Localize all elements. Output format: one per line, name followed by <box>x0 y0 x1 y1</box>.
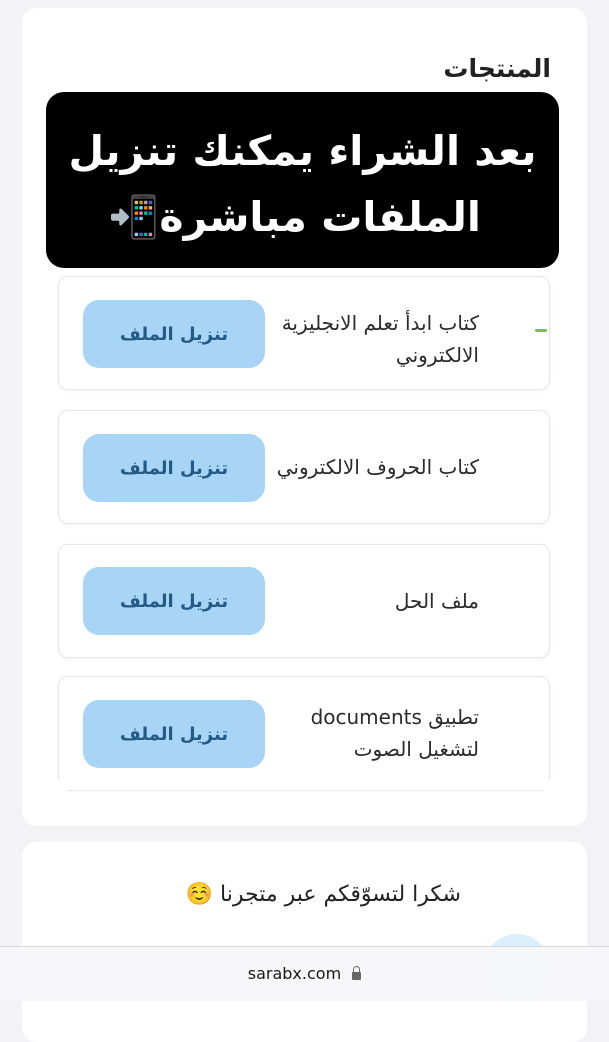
url-display[interactable] <box>0 964 609 983</box>
download-file-button[interactable]: تنزيل الملف <box>83 700 265 768</box>
product-name: كتاب ابدأ تعلم الانجليزية الالكتروني <box>281 311 479 367</box>
minus-icon[interactable] <box>535 329 547 332</box>
product-item <box>58 676 550 780</box>
products-list <box>56 268 553 780</box>
product-item <box>58 410 550 524</box>
thanks-card <box>22 842 587 1042</box>
product-name: ملف الحل <box>394 589 479 613</box>
browser-address-bar[interactable] <box>0 946 609 1001</box>
list-divider <box>66 790 543 791</box>
promo-line-1: بعد الشراء يمكنك تنزيل <box>68 127 537 175</box>
thanks-message: شكرا لتسوّقكم عبر متجرنا ☺️ <box>185 882 461 907</box>
product-name: كتاب الحروف الالكتروني <box>276 455 479 479</box>
product-item <box>58 544 550 658</box>
promo-line-2: الملفات مباشرة📲 <box>108 193 481 241</box>
promo-banner <box>46 92 559 268</box>
download-file-button[interactable]: تنزيل الملف <box>83 300 265 368</box>
download-file-button[interactable]: تنزيل الملف <box>83 434 265 502</box>
download-file-button[interactable]: تنزيل الملف <box>83 567 265 635</box>
products-title: المنتجات <box>443 54 551 83</box>
product-name: تطبيق documents لتشغيل الصوت <box>310 705 479 761</box>
product-item <box>58 276 550 390</box>
url-text: sarabx.com <box>247 964 342 983</box>
lock-icon <box>352 972 361 980</box>
